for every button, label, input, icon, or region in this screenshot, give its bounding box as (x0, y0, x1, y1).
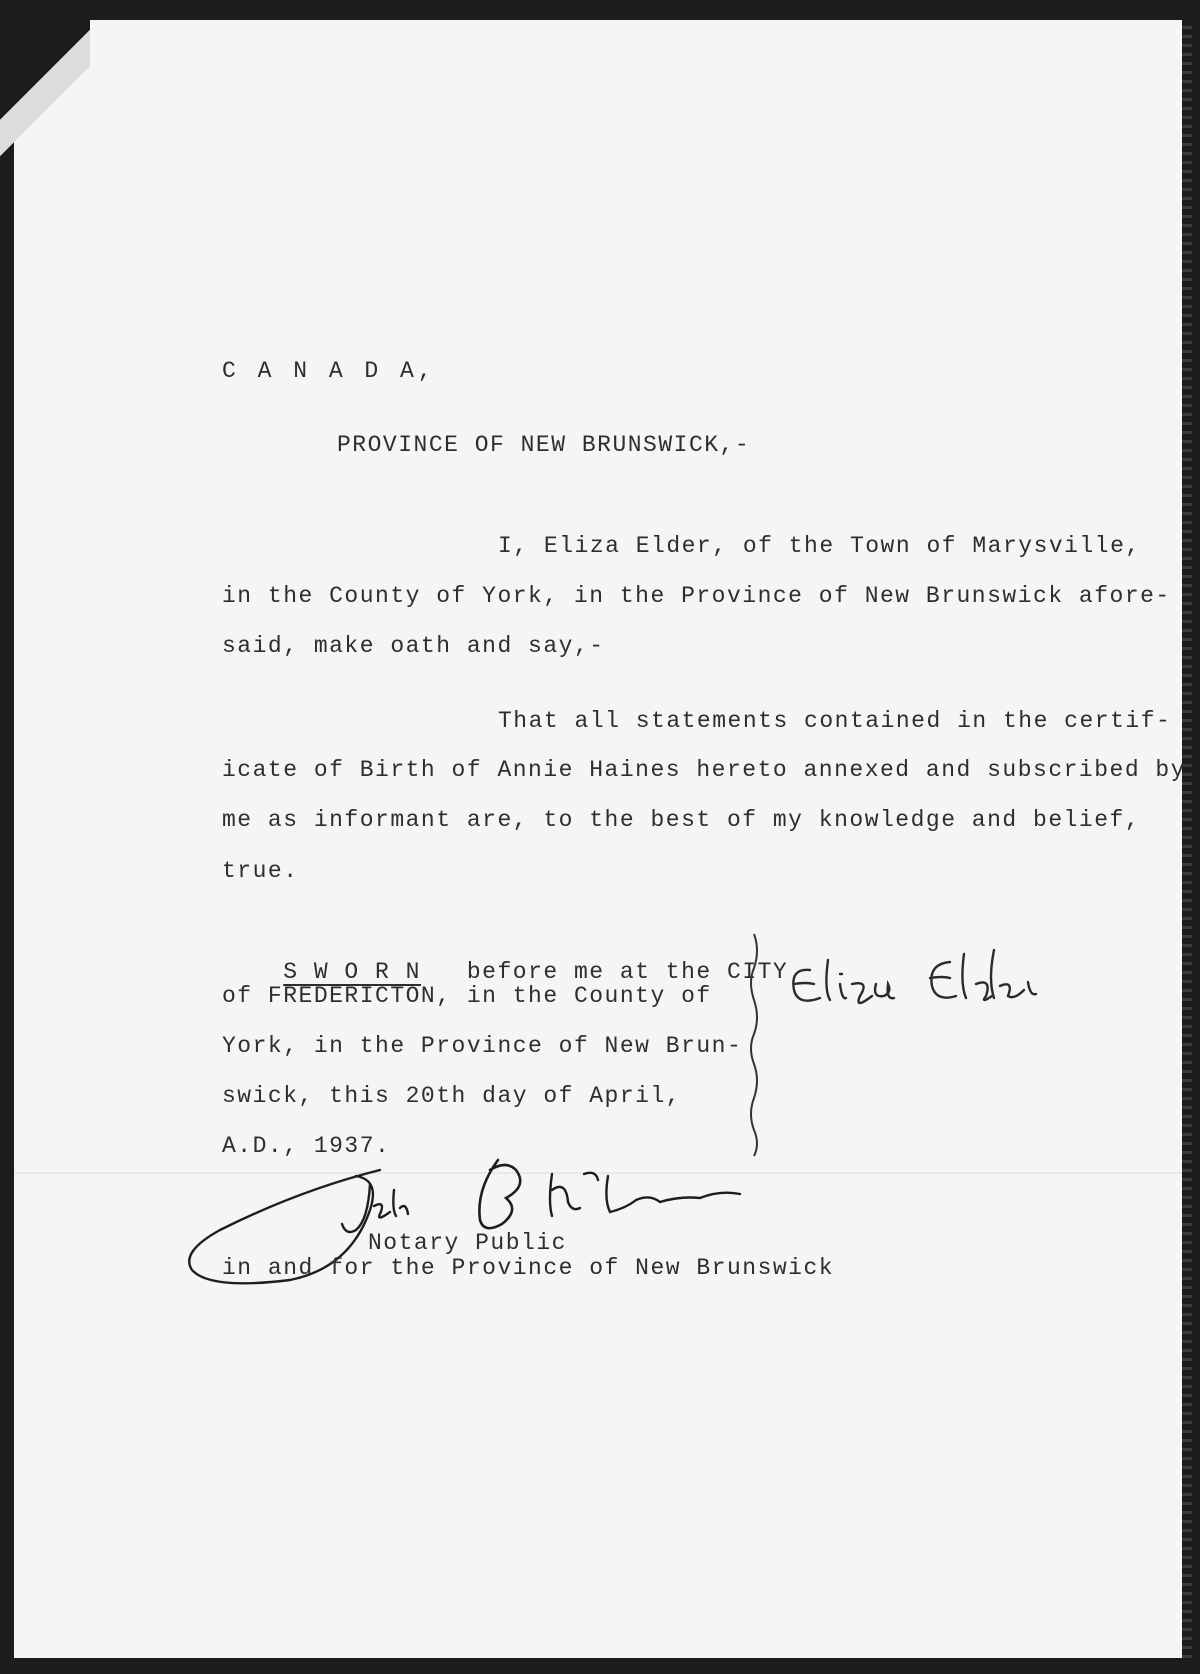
jurat-line-2: of FREDERICTON, in the County of (222, 983, 712, 1009)
jurat-line-1-rest: before me at the CITY (466, 959, 789, 985)
para1-line-2: in the County of York, in the Province of New Brunswick afore- (222, 583, 1171, 609)
folded-corner (0, 0, 90, 170)
para1-line-1: I, Eliza Elder, of the Town of Marysville, (498, 533, 1141, 559)
para2-line-1: That all statements contained in the certif- (498, 708, 1172, 734)
sworn-label: S W O R N (283, 959, 421, 985)
paper-sheet (14, 20, 1186, 1658)
jurat-bracket (748, 930, 768, 1160)
notary-title: Notary Public (368, 1230, 567, 1256)
para2-line-3: me as informant are, to the best of my knowledge and belief, (222, 807, 1141, 833)
heading-country: C A N A D A, (222, 358, 436, 384)
para2-line-2: icate of Birth of Annie Haines hereto annexed and subscribed by (222, 757, 1187, 783)
film-edge (1182, 20, 1192, 1658)
notary-jurisdiction: in and for the Province of New Brunswick (222, 1255, 835, 1281)
jurat-line-5: A.D., 1937. (222, 1133, 391, 1159)
jurat-line-4: swick, this 20th day of April, (222, 1083, 682, 1109)
para1-line-3: said, make oath and say,- (222, 633, 605, 659)
heading-province: PROVINCE OF NEW BRUNSWICK,- (337, 432, 751, 458)
para2-line-4: true. (222, 858, 299, 884)
deponent-signature (780, 940, 1070, 1030)
jurat-line-3: York, in the Province of New Brun- (222, 1033, 743, 1059)
